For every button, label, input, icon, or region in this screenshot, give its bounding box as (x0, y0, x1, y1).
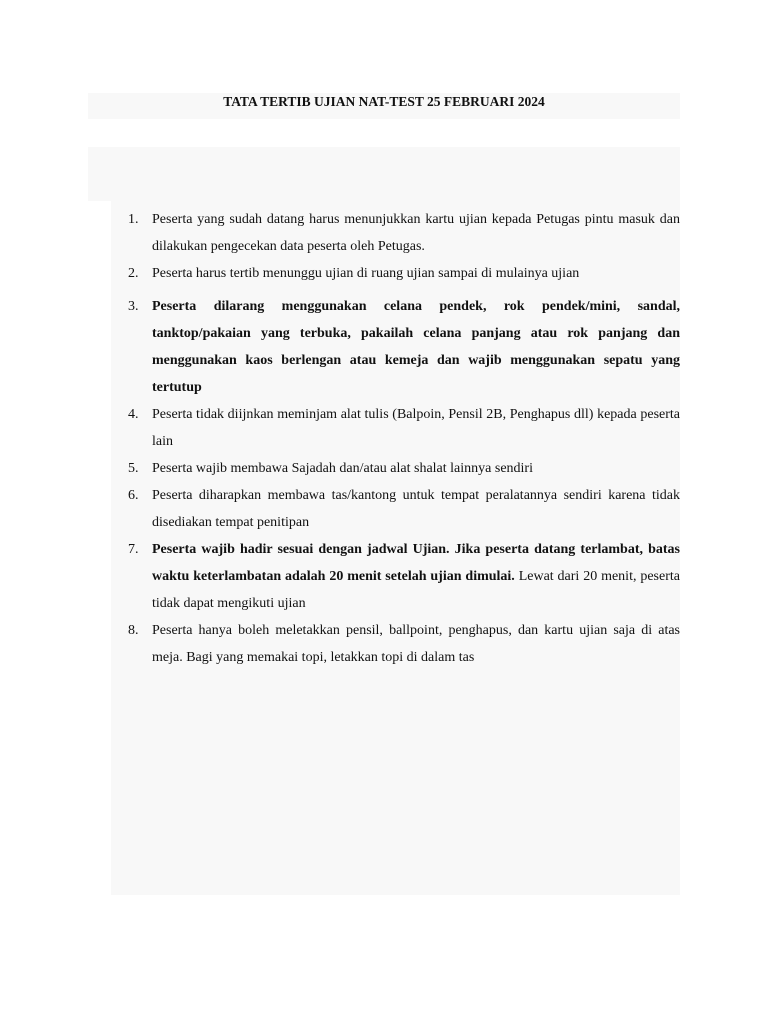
list-item (111, 401, 680, 455)
rule-number: 3. (128, 299, 139, 314)
list-item (111, 536, 680, 617)
list-item (111, 260, 680, 287)
rule-text: Peserta yang sudah datang harus menunjukkan kartu ujian kepada Petugas pintu masuk dan dilakukan pengecekan data peserta oleh Petugas. (152, 212, 680, 254)
rule-text: Peserta harus tertib menunggu ujian di ruang ujian sampai di mulainya ujian (152, 266, 580, 281)
rule-text: Peserta diharapkan membawa tas/kantong untuk tempat peralatannya sendiri karena tidak disediakan tempat penitipan (152, 488, 680, 530)
rule-number: 2. (128, 266, 139, 281)
list-item (111, 293, 680, 401)
rule-text: Peserta hanya boleh meletakkan pensil, ballpoint, penghapus, dan kartu ujian saja di atas meja. Bagi yang memakai topi, letakkan topi di dalam tas (152, 623, 680, 665)
rule-number: 8. (128, 623, 139, 638)
spacer-band (88, 147, 680, 201)
rule-text: Peserta dilarang menggunakan celana pendek, rok pendek/mini, sandal, tanktop/pakaian yang terbuka, pakailah celana panjang atau rok panjang dan menggunakan kaos berlengan atau kemeja dan wajib menggunakan sepatu yang tertutup (152, 299, 680, 395)
rule-text: Peserta wajib membawa Sajadah dan/atau alat shalat lainnya sendiri (152, 461, 533, 476)
document-title: TATA TERTIB UJIAN NAT-TEST 25 FEBRUARI 2024 (223, 94, 545, 109)
rule-number: 6. (128, 488, 139, 503)
rule-text (152, 542, 680, 611)
rule-normal-text: Lewat dari 20 menit, peserta tidak dapat mengikuti ujian (152, 569, 680, 611)
list-item (111, 455, 680, 482)
rule-number: 7. (128, 542, 139, 557)
list-item (111, 482, 680, 536)
rule-number: 4. (128, 407, 139, 422)
rule-bold-text: Peserta wajib hadir sesuai dengan jadwal Ujian. Jika peserta datang terlambat, batas waktu keterlambatan adalah 20 menit setelah ujian dimulai. (152, 542, 680, 584)
rule-number: 5. (128, 461, 139, 476)
list-item (111, 206, 680, 260)
rule-number: 1. (128, 212, 139, 227)
rule-text: Peserta tidak diijnkan meminjam alat tulis (Balpoin, Pensil 2B, Penghapus dll) kepada peserta lain (152, 407, 680, 449)
rules-list (111, 206, 680, 671)
list-item (111, 617, 680, 671)
